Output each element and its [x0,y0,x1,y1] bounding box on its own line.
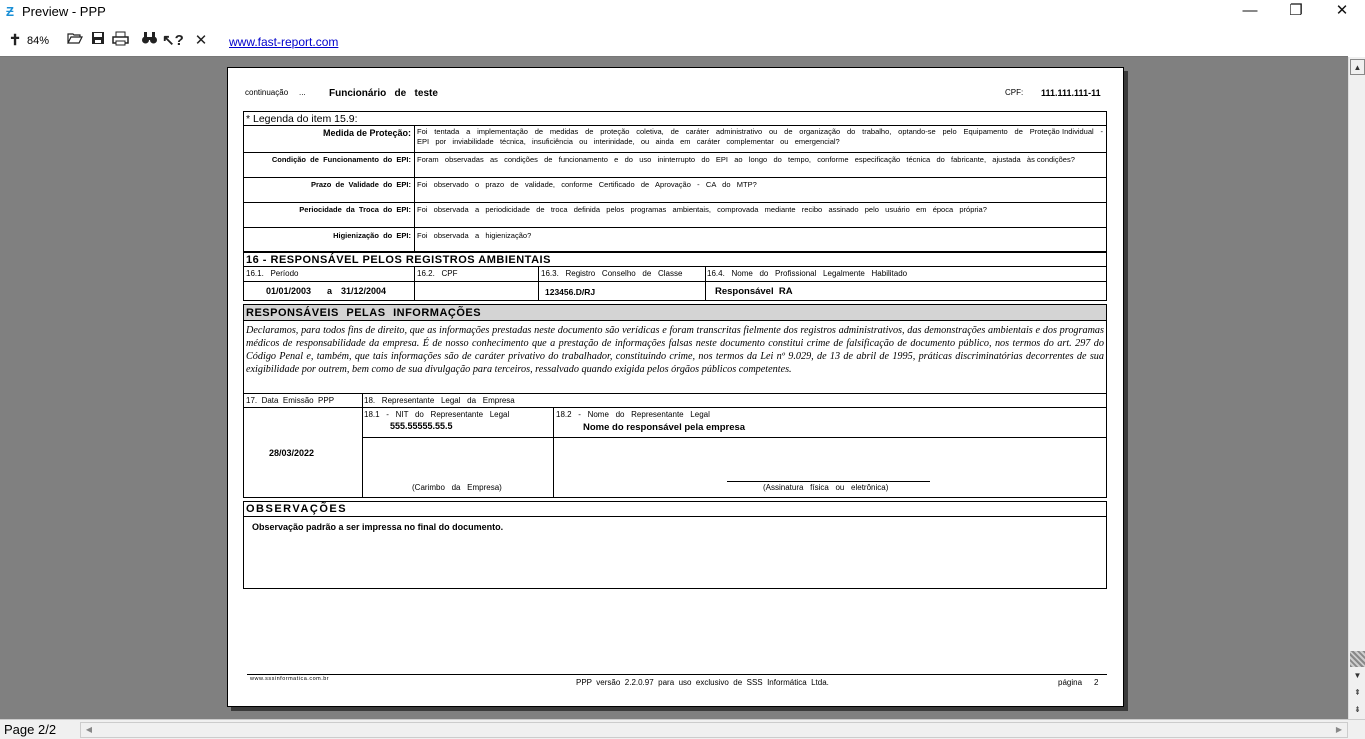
legend-text: Foram observadas as condições de funcionamento e do uso ininterrupto do EPI ao longo do tempo, conforme especificação técnica do fabricante, ajustada às condições? [417,155,1075,164]
footer-version: PPP versão 2.2.0.97 para uso exclusivo de SSS Informática Ltda. [576,678,829,687]
zoom-icon[interactable]: ✝ [8,32,22,49]
divider [243,177,1107,178]
vertical-scrollbar[interactable] [1348,57,1365,719]
legend-label: Condição de Funcionamento do EPI: [271,155,411,164]
col-header-representante: 18. Representante Legal da Empresa [364,396,515,405]
divider [243,281,1107,282]
divider [243,516,1107,517]
legend-text: Foi tentada a implementação de medidas de proteção coletiva, de caráter administrativo ou de organização do trabalho, optando-se pelo Equipamento de Proteção Individual - EPI por inviabilidade técnica, insuficiência ou interinidade, ou ainda em caráter complementar ou emergencial? [417,127,1110,146]
divider [243,320,1107,321]
footer-line [247,674,1107,675]
observacoes-title: OBSERVAÇÕES [246,503,348,515]
divider [243,202,1107,203]
observacoes-text: Observação padrão a ser impressa no final do documento. [252,522,504,532]
periodo-separator: a [327,286,333,296]
divider [243,125,1107,126]
legend-text: Foi observada a periodicidade de troca definida pelos programas ambientais, comprovada mediante recibo assinado pelo usuário em época própria? [417,205,987,214]
title-bar [0,0,1365,24]
col-header-nome-rep: 18.2 - Nome do Representante Legal [556,410,710,419]
legend-text: Foi observada a higienização? [417,231,532,240]
divider [705,266,706,301]
scroll-up-icon[interactable]: ▲ [1350,59,1365,75]
scroll-left-icon[interactable]: ◀ [85,725,93,734]
declaration-text: Declaramos, para todos fins de direito, que as informações prestadas neste documento são verídicas e foram transcritas fielmente dos registros administrativos, das demonstrações ambientais e dos programas médicos de responsabilidade da empresa. É de nosso conhecimento que a prestação de informações falsas neste documento constitui crime de falsificação de documento público, nos termos do art. 297 do Código Penal e, também, que tais informações são de caráter privativo do trabalhador, constituindo crime, nos termos da Lei nº 9.029, de 13 de abril de 1995, práticas discriminatórias decorrentes de sua exigibilidade por outrem, bem como de sua divulgação para terceiros, ressalvado quando exigida pelos órgãos públicos competentes. [246,325,1104,375]
employee-name: Funcionário de teste [329,88,438,99]
window-title: Preview - PPP [22,4,106,19]
nome-cell: Responsável RA [715,286,793,297]
open-icon[interactable] [66,31,84,51]
legend-title: * Legenda do item 15.9: [246,113,358,125]
responsaveis-title: RESPONSÁVEIS PELAS INFORMAÇÕES [246,307,482,319]
scroll-down-icon[interactable]: ▼ [1350,668,1365,684]
save-icon[interactable] [89,31,107,51]
divider [243,227,1107,228]
page-indicator: Page 2/2 [4,722,57,737]
horizontal-scrollbar[interactable] [80,722,1348,738]
col-header-periodo: 16.1. Período [246,269,299,278]
divider [414,266,415,301]
legend-text: Foi observado o prazo de validade, conforme Certificado de Aprovação - CA do MTP? [417,180,757,189]
footer-page-label: página [1058,678,1083,687]
divider [243,266,1107,267]
col-header-cpf: 16.2. CPF [417,269,458,278]
signature-line [727,481,930,482]
find-icon[interactable] [140,31,158,51]
preview-area[interactable] [0,57,1348,719]
divider [553,407,554,498]
legend-label: Medida de Proteção: [322,128,411,138]
divider [538,266,539,301]
registro-cell: 123456.D/RJ [545,287,596,297]
section-16-title: 16 - RESPONSÁVEL PELOS REGISTROS AMBIENTAIS [246,254,551,266]
close-preview-icon[interactable]: ✕ [194,32,208,49]
toolbar [0,27,1365,55]
legend-label: Higienização do EPI: [333,231,411,240]
col-header-registro: 16.3. Registro Conselho de Classe [541,269,683,278]
data-emissao-value: 28/03/2022 [269,448,315,458]
legend-label: Periocidade da Troca do EPI: [299,205,411,214]
col-header-nit: 18.1 - NIT do Representante Legal [364,410,510,419]
page-up-icon[interactable]: ⇞ [1350,685,1365,701]
col-header-data-emissao: 17. Data Emissão PPP [246,396,335,405]
nit-value: 555.55555.55.5 [390,421,453,431]
scroll-right-icon[interactable]: ▶ [1335,725,1343,734]
periodo-start: 01/01/2003 [266,286,312,296]
scroll-thumb[interactable] [1350,651,1365,667]
print-icon[interactable] [110,31,130,51]
continuation-dots: ... [299,88,306,97]
divider [243,393,1107,394]
observacoes-table [243,501,1107,589]
divider [243,152,1107,153]
minimize-button[interactable]: — [1242,2,1258,19]
divider [243,407,1107,408]
assinatura-label: (Assinatura física ou eletrônica) [763,483,889,492]
col-header-nome: 16.4. Nome do Profissional Legalmente Habilitado [707,269,908,278]
divider [414,125,415,252]
status-bar [0,719,1365,739]
app-icon: Ƶ [6,4,14,19]
report-page [227,67,1124,707]
zoom-level[interactable]: 84% [27,35,50,47]
help-icon[interactable]: ↖? [162,32,184,49]
carimbo-label: (Carimbo da Empresa) [412,483,502,492]
nome-rep-value: Nome do responsável pela empresa [583,422,746,433]
fast-report-link[interactable]: www.fast-report.com [229,35,339,49]
divider [362,437,1107,438]
cpf-label: CPF: [1005,88,1024,97]
restore-button[interactable]: ❐ [1289,2,1303,19]
periodo-end: 31/12/2004 [341,286,387,296]
page-down-icon[interactable]: ⇟ [1350,702,1365,718]
continuation-label: continuação [245,88,289,97]
cpf-value: 111.111.111-11 [1041,88,1101,98]
divider [362,393,363,498]
footer-site: www.sssinformatica.com.br [250,676,330,682]
close-button[interactable]: ✕ [1335,2,1349,19]
legend-label: Prazo de Validade do EPI: [310,180,411,189]
footer-page-number: 2 [1094,678,1099,687]
